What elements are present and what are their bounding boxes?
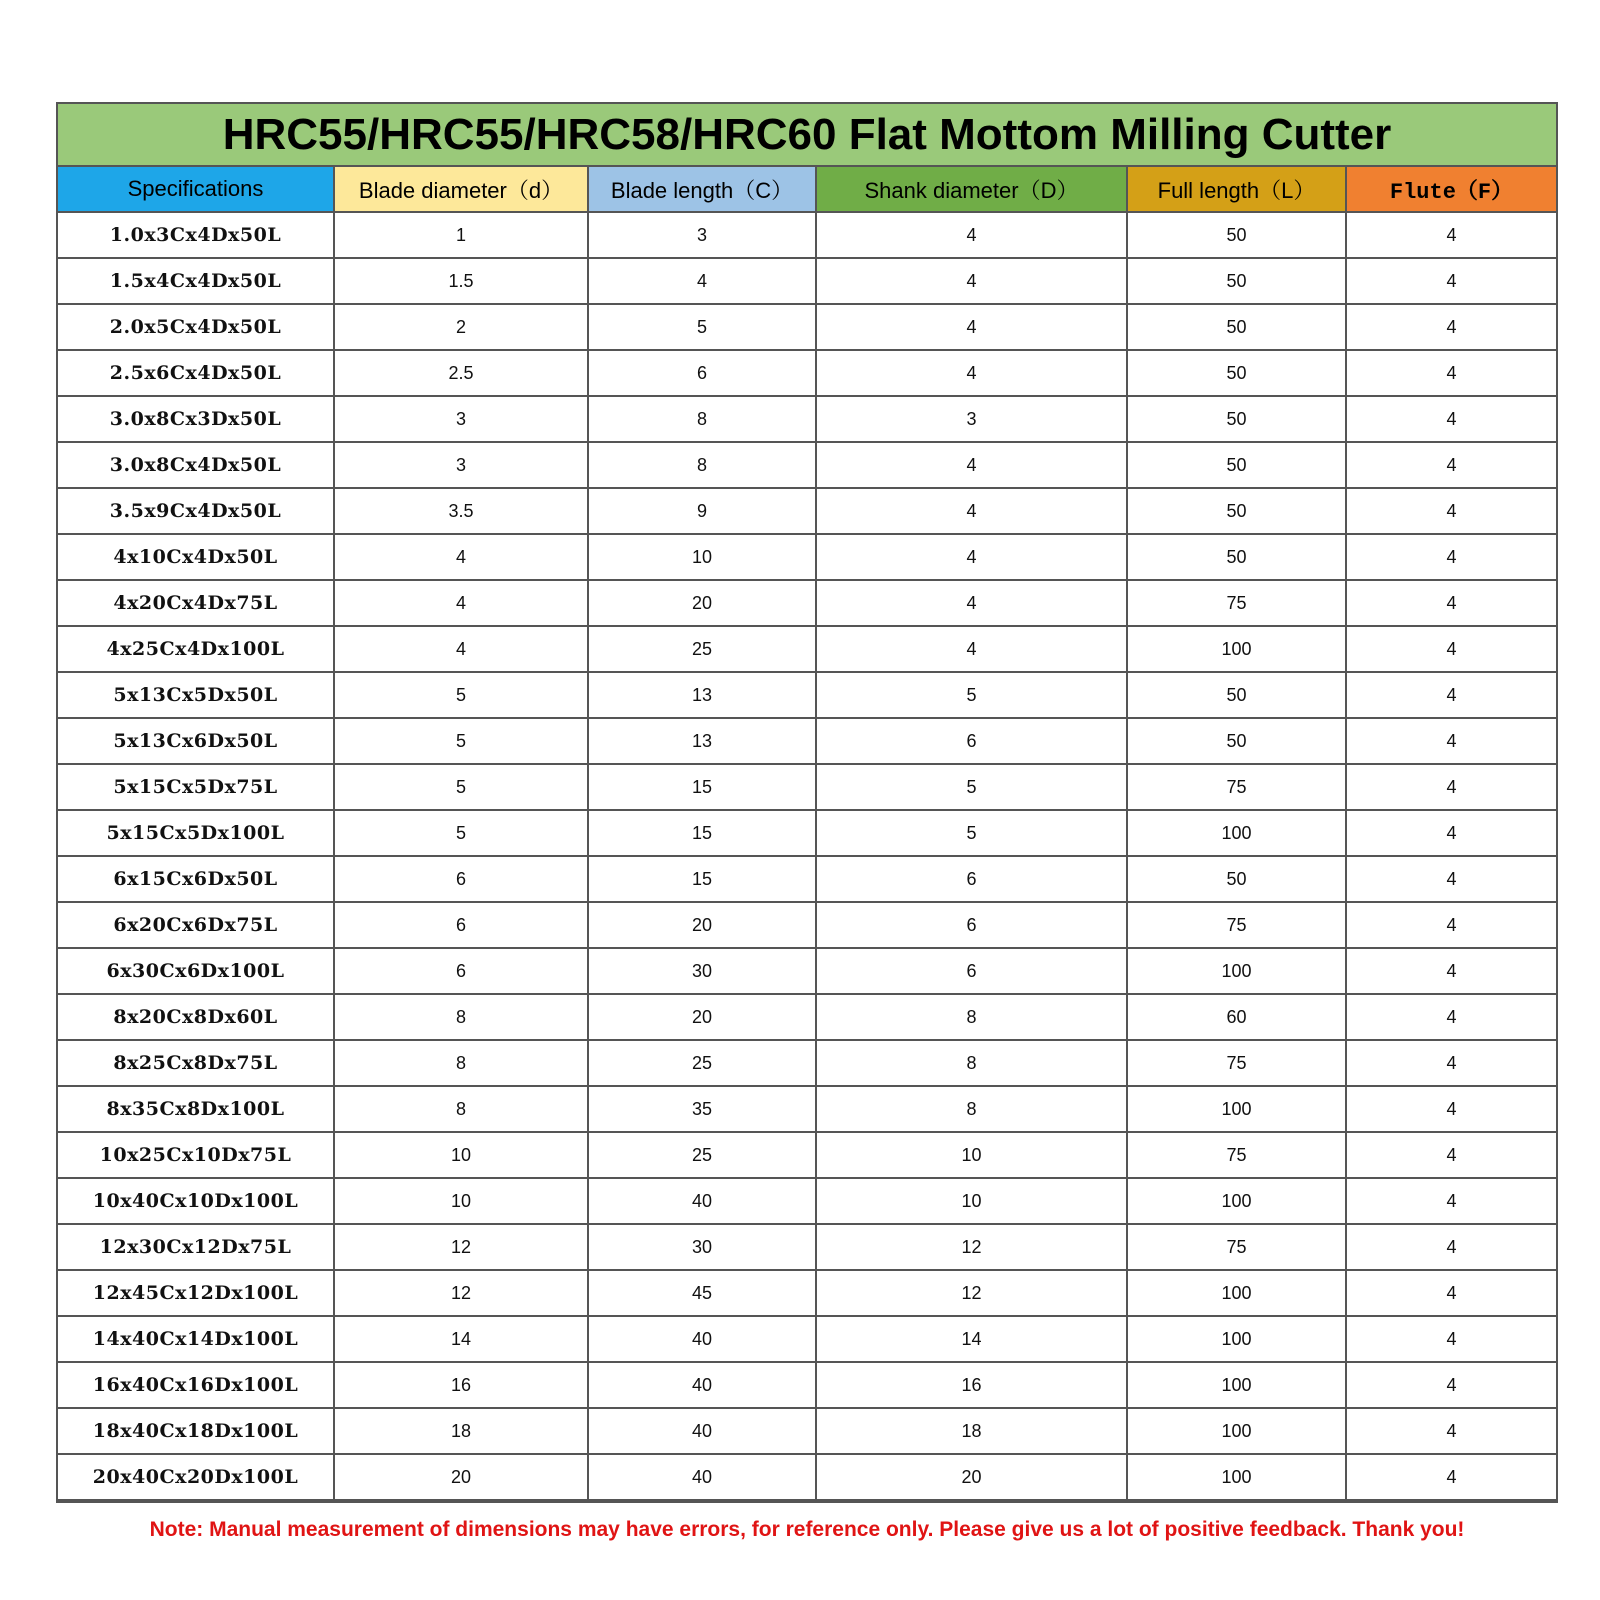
cell-full-length: 60 [1127, 994, 1346, 1040]
cell-blade-diameter: 6 [334, 856, 588, 902]
cell-flute: 4 [1346, 304, 1556, 350]
cell-flute: 4 [1346, 442, 1556, 488]
cell-flute: 4 [1346, 672, 1556, 718]
cell-shank-diameter: 4 [816, 626, 1127, 672]
cell-blade-length: 15 [588, 810, 816, 856]
cell-blade-diameter: 12 [334, 1270, 588, 1316]
cell-blade-length: 40 [588, 1178, 816, 1224]
cell-full-length: 50 [1127, 488, 1346, 534]
page-title: HRC55/HRC55/HRC58/HRC60 Flat Mottom Milling Cutter [58, 104, 1556, 167]
spec-sheet [56, 102, 1558, 1541]
cell-blade-diameter: 3.5 [334, 488, 588, 534]
cell-blade-length: 15 [588, 764, 816, 810]
cell-shank-diameter: 20 [816, 1454, 1127, 1500]
cell-specifications: 10x25Cx10Dx75L [58, 1132, 334, 1178]
cell-shank-diameter: 3 [816, 396, 1127, 442]
cell-blade-length: 3 [588, 212, 816, 258]
cell-blade-length: 25 [588, 1040, 816, 1086]
cell-blade-diameter: 1.5 [334, 258, 588, 304]
cell-flute: 4 [1346, 488, 1556, 534]
cell-blade-length: 25 [588, 1132, 816, 1178]
cell-flute: 4 [1346, 1086, 1556, 1132]
cell-shank-diameter: 10 [816, 1132, 1127, 1178]
cell-blade-length: 30 [588, 948, 816, 994]
cell-shank-diameter: 12 [816, 1270, 1127, 1316]
column-header-full-length: Full length（L） [1127, 167, 1346, 212]
cell-blade-length: 40 [588, 1408, 816, 1454]
cell-specifications: 3.0x8Cx4Dx50L [58, 442, 334, 488]
cell-full-length: 50 [1127, 534, 1346, 580]
table-header [58, 167, 1556, 212]
cell-specifications: 5x13Cx6Dx50L [58, 718, 334, 764]
cell-specifications: 10x40Cx10Dx100L [58, 1178, 334, 1224]
cell-full-length: 50 [1127, 258, 1346, 304]
cell-specifications: 20x40Cx20Dx100L [58, 1454, 334, 1500]
cell-blade-length: 20 [588, 994, 816, 1040]
cell-flute: 4 [1346, 718, 1556, 764]
table-row [58, 1270, 1556, 1316]
table-row [58, 350, 1556, 396]
cell-specifications: 4x25Cx4Dx100L [58, 626, 334, 672]
cell-flute: 4 [1346, 994, 1556, 1040]
cell-blade-diameter: 8 [334, 1040, 588, 1086]
cell-blade-diameter: 4 [334, 626, 588, 672]
cell-flute: 4 [1346, 626, 1556, 672]
note-text: Note: Manual measurement of dimensions may have errors, for reference only. Please give us a lot of positive feedback. Thank you! [149, 1518, 1465, 1541]
cell-blade-length: 13 [588, 672, 816, 718]
cell-blade-length: 20 [588, 902, 816, 948]
cell-full-length: 75 [1127, 580, 1346, 626]
cell-blade-diameter: 5 [334, 672, 588, 718]
cell-specifications: 5x15Cx5Dx100L [58, 810, 334, 856]
table-row [58, 902, 1556, 948]
cell-flute: 4 [1346, 1270, 1556, 1316]
cell-blade-length: 35 [588, 1086, 816, 1132]
cell-blade-length: 8 [588, 396, 816, 442]
cell-full-length: 50 [1127, 442, 1346, 488]
cell-blade-diameter: 18 [334, 1408, 588, 1454]
cell-flute: 4 [1346, 534, 1556, 580]
cell-shank-diameter: 18 [816, 1408, 1127, 1454]
cell-shank-diameter: 12 [816, 1224, 1127, 1270]
cell-flute: 4 [1346, 580, 1556, 626]
cell-full-length: 50 [1127, 718, 1346, 764]
cell-shank-diameter: 5 [816, 764, 1127, 810]
cell-shank-diameter: 8 [816, 994, 1127, 1040]
table-row [58, 672, 1556, 718]
cell-shank-diameter: 5 [816, 672, 1127, 718]
cell-full-length: 100 [1127, 1316, 1346, 1362]
cell-flute: 4 [1346, 1040, 1556, 1086]
cell-full-length: 100 [1127, 1454, 1346, 1500]
cell-full-length: 100 [1127, 1270, 1346, 1316]
cell-specifications: 2.0x5Cx4Dx50L [58, 304, 334, 350]
cell-blade-diameter: 4 [334, 534, 588, 580]
cell-full-length: 100 [1127, 810, 1346, 856]
cell-blade-length: 6 [588, 350, 816, 396]
cell-blade-length: 20 [588, 580, 816, 626]
cell-blade-length: 40 [588, 1316, 816, 1362]
cell-shank-diameter: 6 [816, 902, 1127, 948]
cell-flute: 4 [1346, 856, 1556, 902]
cell-full-length: 75 [1127, 1040, 1346, 1086]
cell-full-length: 50 [1127, 672, 1346, 718]
cell-specifications: 6x20Cx6Dx75L [58, 902, 334, 948]
cell-specifications: 1.0x3Cx4Dx50L [58, 212, 334, 258]
cell-full-length: 75 [1127, 1224, 1346, 1270]
column-header-blade-diameter: Blade diameter（d） [334, 167, 588, 212]
cell-full-length: 75 [1127, 764, 1346, 810]
cell-blade-diameter: 6 [334, 902, 588, 948]
cell-blade-diameter: 5 [334, 810, 588, 856]
cell-blade-length: 4 [588, 258, 816, 304]
cell-blade-diameter: 10 [334, 1178, 588, 1224]
cell-specifications: 2.5x6Cx4Dx50L [58, 350, 334, 396]
cell-specifications: 6x30Cx6Dx100L [58, 948, 334, 994]
cell-blade-length: 5 [588, 304, 816, 350]
cell-specifications: 16x40Cx16Dx100L [58, 1362, 334, 1408]
cell-blade-length: 30 [588, 1224, 816, 1270]
table-row [58, 534, 1556, 580]
column-header-specifications: Specifications [58, 167, 334, 212]
cell-shank-diameter: 10 [816, 1178, 1127, 1224]
cell-specifications: 14x40Cx14Dx100L [58, 1316, 334, 1362]
cell-blade-diameter: 2 [334, 304, 588, 350]
cell-flute: 4 [1346, 810, 1556, 856]
table-row [58, 948, 1556, 994]
cell-blade-diameter: 10 [334, 1132, 588, 1178]
column-header-blade-length: Blade length（C） [588, 167, 816, 212]
cell-blade-length: 8 [588, 442, 816, 488]
cell-flute: 4 [1346, 1316, 1556, 1362]
cell-blade-length: 10 [588, 534, 816, 580]
column-header-flute: Flute（F） [1346, 167, 1556, 212]
cell-full-length: 50 [1127, 304, 1346, 350]
cell-full-length: 50 [1127, 396, 1346, 442]
table-row [58, 1132, 1556, 1178]
cell-full-length: 75 [1127, 902, 1346, 948]
cell-shank-diameter: 16 [816, 1362, 1127, 1408]
cell-flute: 4 [1346, 396, 1556, 442]
cell-shank-diameter: 14 [816, 1316, 1127, 1362]
cell-full-length: 100 [1127, 948, 1346, 994]
table-row [58, 718, 1556, 764]
table-row [58, 396, 1556, 442]
cell-specifications: 5x13Cx5Dx50L [58, 672, 334, 718]
cell-shank-diameter: 4 [816, 212, 1127, 258]
cell-specifications: 3.0x8Cx3Dx50L [58, 396, 334, 442]
cell-blade-diameter: 2.5 [334, 350, 588, 396]
cell-flute: 4 [1346, 1362, 1556, 1408]
table-row [58, 1040, 1556, 1086]
column-header-shank-diameter: Shank diameter（D） [816, 167, 1127, 212]
table-row [58, 626, 1556, 672]
cell-specifications: 4x10Cx4Dx50L [58, 534, 334, 580]
table-row [58, 1178, 1556, 1224]
cell-shank-diameter: 8 [816, 1040, 1127, 1086]
table-row [58, 442, 1556, 488]
table-row [58, 994, 1556, 1040]
cell-specifications: 8x35Cx8Dx100L [58, 1086, 334, 1132]
cell-blade-length: 13 [588, 718, 816, 764]
cell-full-length: 100 [1127, 1362, 1346, 1408]
cell-full-length: 100 [1127, 1086, 1346, 1132]
cell-specifications: 5x15Cx5Dx75L [58, 764, 334, 810]
header-row [58, 167, 1556, 212]
cell-full-length: 75 [1127, 1132, 1346, 1178]
cell-full-length: 100 [1127, 626, 1346, 672]
cell-full-length: 100 [1127, 1178, 1346, 1224]
table-row [58, 258, 1556, 304]
table-row [58, 1224, 1556, 1270]
cell-blade-diameter: 8 [334, 1086, 588, 1132]
cell-shank-diameter: 5 [816, 810, 1127, 856]
cell-blade-diameter: 4 [334, 580, 588, 626]
cell-flute: 4 [1346, 948, 1556, 994]
table-row [58, 1454, 1556, 1500]
cell-flute: 4 [1346, 258, 1556, 304]
cell-blade-length: 40 [588, 1454, 816, 1500]
table-body [58, 212, 1556, 1500]
cell-blade-length: 15 [588, 856, 816, 902]
cell-specifications: 4x20Cx4Dx75L [58, 580, 334, 626]
table-row [58, 488, 1556, 534]
cell-blade-diameter: 14 [334, 1316, 588, 1362]
cell-full-length: 50 [1127, 856, 1346, 902]
cell-full-length: 50 [1127, 350, 1346, 396]
cell-shank-diameter: 4 [816, 534, 1127, 580]
cell-shank-diameter: 6 [816, 856, 1127, 902]
cell-specifications: 8x20Cx8Dx60L [58, 994, 334, 1040]
cell-blade-length: 45 [588, 1270, 816, 1316]
cell-shank-diameter: 4 [816, 442, 1127, 488]
cell-blade-diameter: 6 [334, 948, 588, 994]
table-row [58, 1362, 1556, 1408]
cell-blade-diameter: 1 [334, 212, 588, 258]
table-row [58, 1408, 1556, 1454]
cell-shank-diameter: 4 [816, 304, 1127, 350]
cell-shank-diameter: 4 [816, 350, 1127, 396]
cell-blade-diameter: 3 [334, 442, 588, 488]
cell-blade-length: 40 [588, 1362, 816, 1408]
cell-shank-diameter: 6 [816, 948, 1127, 994]
cell-shank-diameter: 4 [816, 580, 1127, 626]
cell-flute: 4 [1346, 902, 1556, 948]
table-row [58, 212, 1556, 258]
cell-full-length: 100 [1127, 1408, 1346, 1454]
cell-flute: 4 [1346, 1178, 1556, 1224]
cell-full-length: 50 [1127, 212, 1346, 258]
table-row [58, 1086, 1556, 1132]
cell-blade-diameter: 5 [334, 718, 588, 764]
cell-flute: 4 [1346, 764, 1556, 810]
table-row [58, 810, 1556, 856]
cell-flute: 4 [1346, 1224, 1556, 1270]
cell-shank-diameter: 4 [816, 488, 1127, 534]
cell-specifications: 12x30Cx12Dx75L [58, 1224, 334, 1270]
cell-shank-diameter: 4 [816, 258, 1127, 304]
cell-blade-length: 9 [588, 488, 816, 534]
cell-blade-diameter: 5 [334, 764, 588, 810]
table-row [58, 304, 1556, 350]
cell-blade-diameter: 20 [334, 1454, 588, 1500]
cell-specifications: 18x40Cx18Dx100L [58, 1408, 334, 1454]
table-row [58, 580, 1556, 626]
table-row [58, 764, 1556, 810]
cell-flute: 4 [1346, 1132, 1556, 1178]
table-row [58, 856, 1556, 902]
cell-shank-diameter: 8 [816, 1086, 1127, 1132]
cell-flute: 4 [1346, 212, 1556, 258]
table-row [58, 1316, 1556, 1362]
cell-flute: 4 [1346, 1454, 1556, 1500]
cell-specifications: 8x25Cx8Dx75L [58, 1040, 334, 1086]
cell-specifications: 12x45Cx12Dx100L [58, 1270, 334, 1316]
cell-blade-length: 25 [588, 626, 816, 672]
spec-table [58, 167, 1556, 1501]
cell-specifications: 6x15Cx6Dx50L [58, 856, 334, 902]
cell-blade-diameter: 16 [334, 1362, 588, 1408]
cell-blade-diameter: 3 [334, 396, 588, 442]
cell-flute: 4 [1346, 350, 1556, 396]
cell-flute: 4 [1346, 1408, 1556, 1454]
cell-blade-diameter: 12 [334, 1224, 588, 1270]
cell-specifications: 1.5x4Cx4Dx50L [58, 258, 334, 304]
cell-specifications: 3.5x9Cx4Dx50L [58, 488, 334, 534]
cell-shank-diameter: 6 [816, 718, 1127, 764]
cell-blade-diameter: 8 [334, 994, 588, 1040]
